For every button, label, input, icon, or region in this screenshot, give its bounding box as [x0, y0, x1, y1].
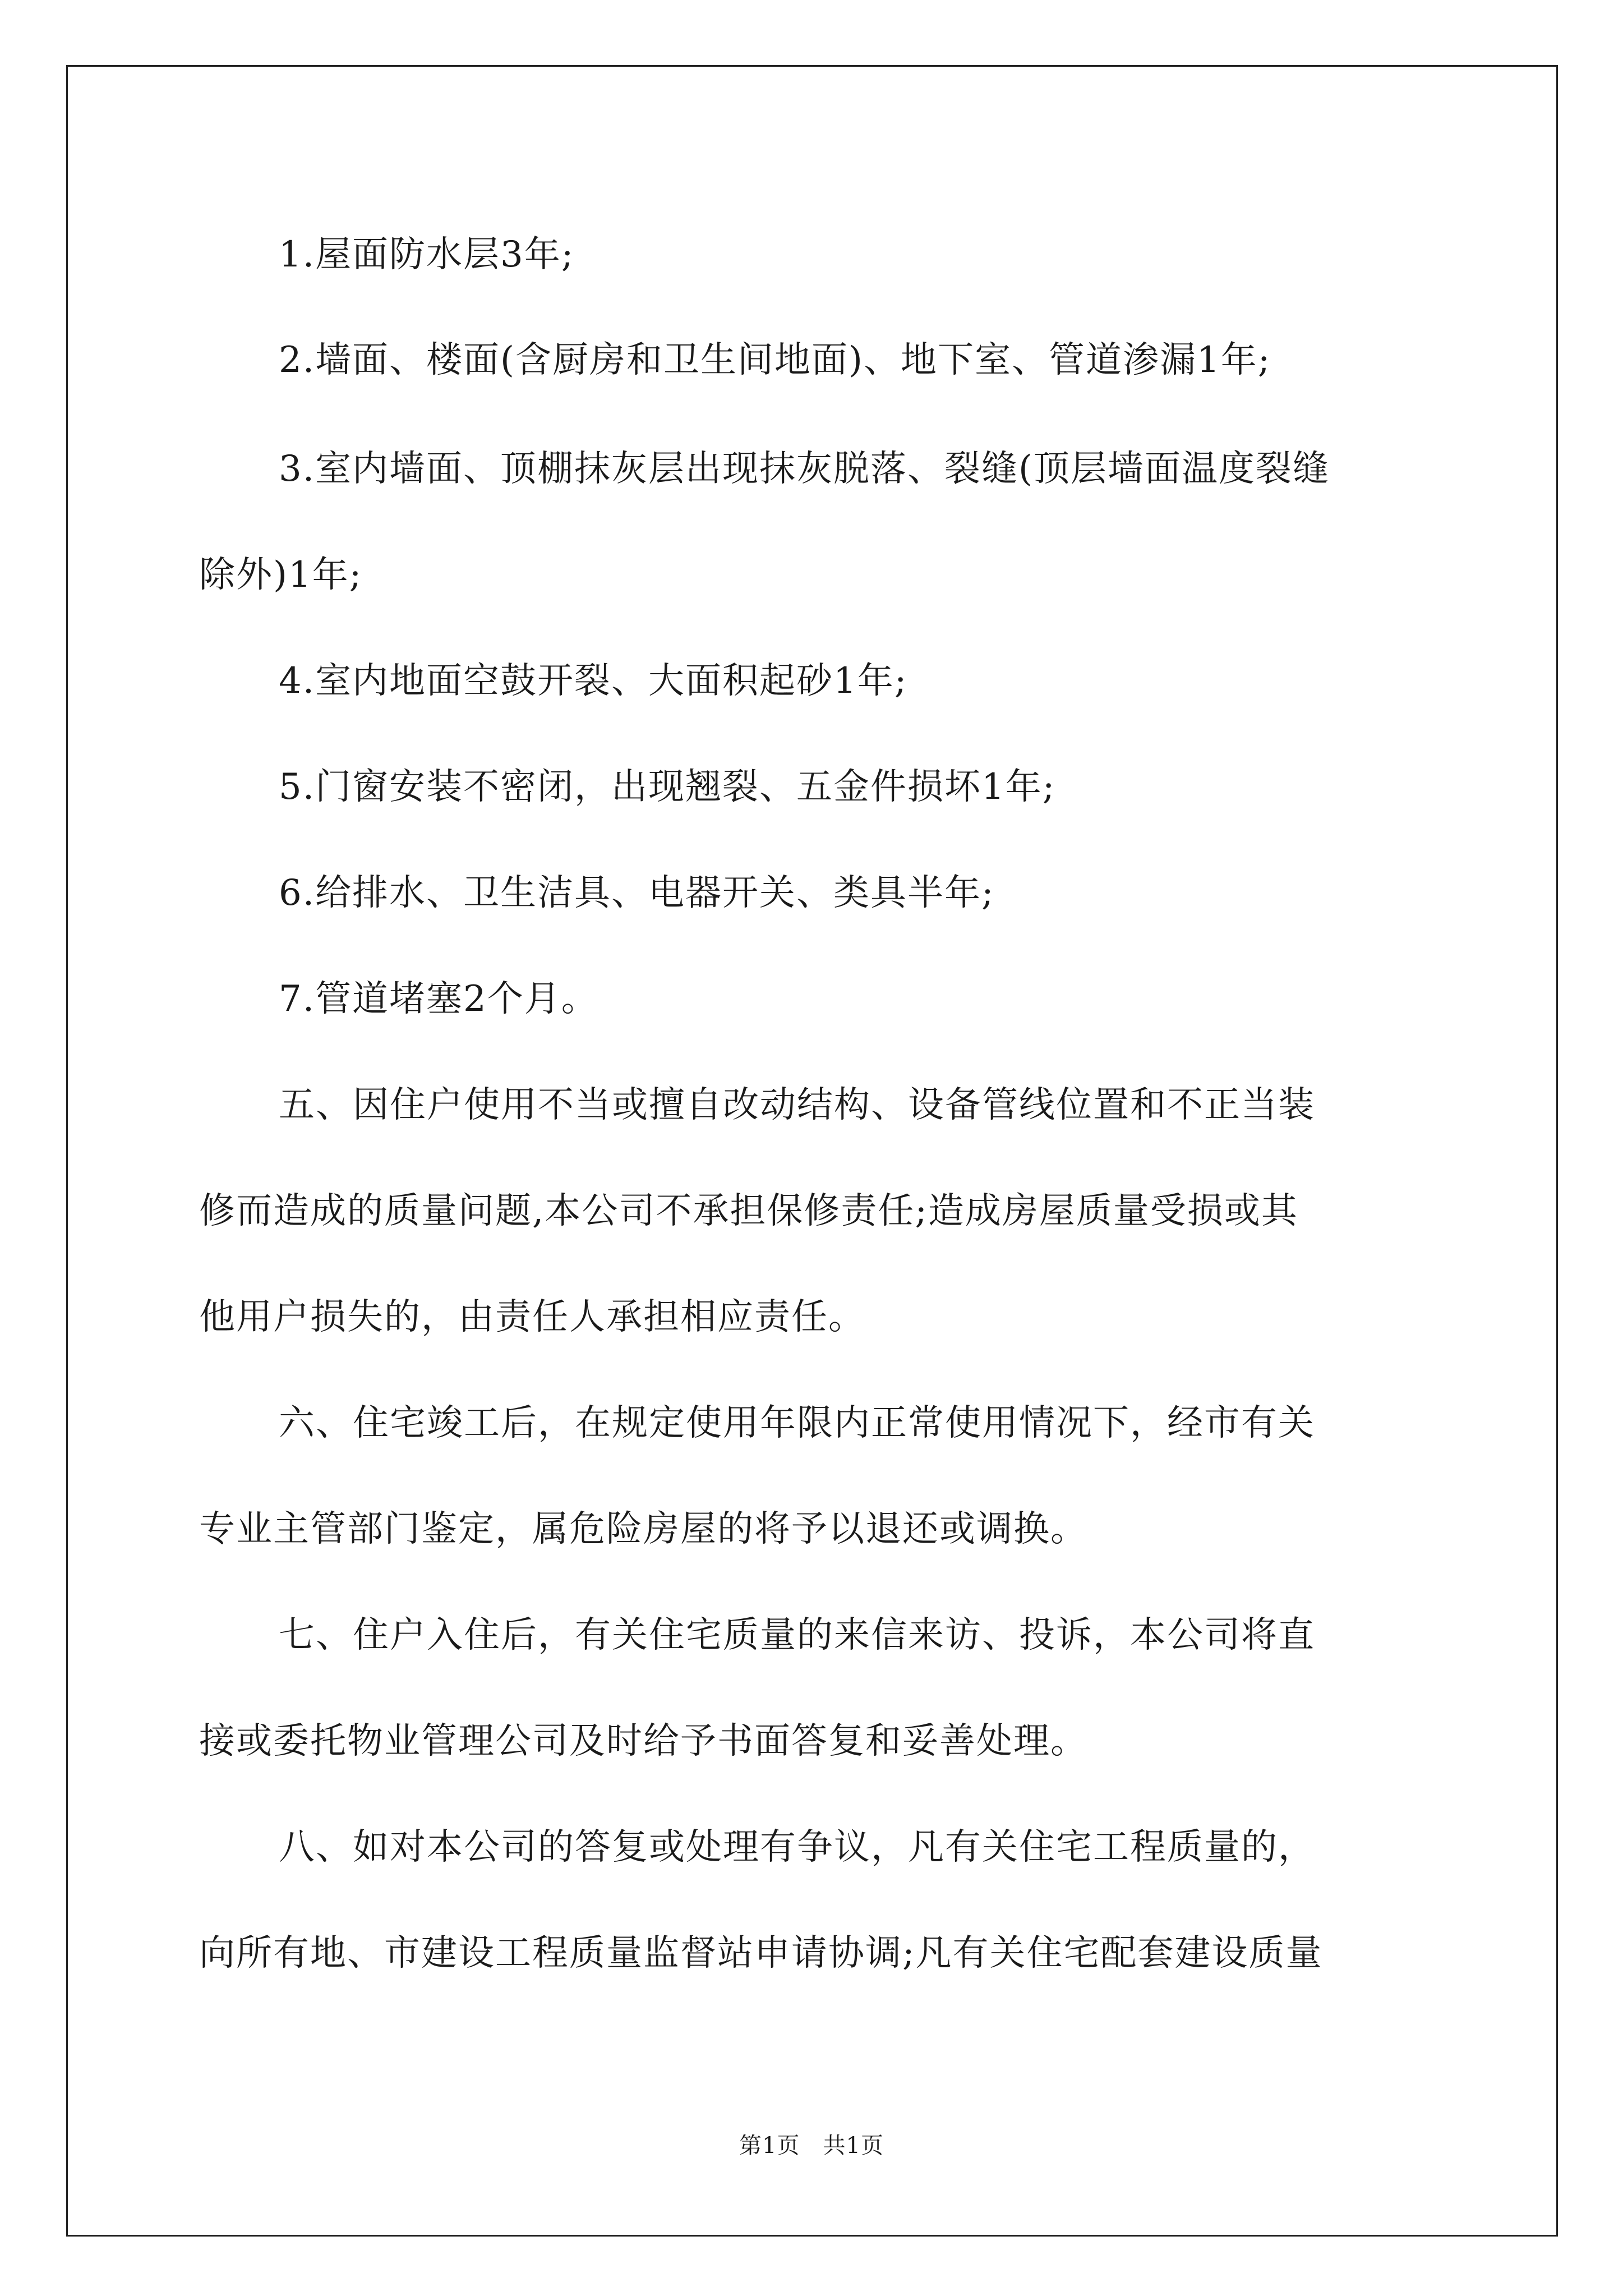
paragraph-line: 五、因住户使用不当或擅自改动结构、设备管线位置和不正当装 — [279, 1084, 1315, 1126]
paragraph-line: 6.给排水、卫生洁具、电器开关、类具半年; — [279, 872, 995, 914]
paragraph-line: 3.室内墙面、顶棚抹灰层出现抹灰脱落、裂缝(顶层墙面温度裂缝 — [279, 448, 1330, 490]
paragraph-line: 向所有地、市建设工程质量监督站申请协调;凡有关住宅配套建设质量 — [199, 1932, 1323, 1974]
page-footer: 第1页 共1页 — [739, 2133, 884, 2159]
paragraph-line: 七、住户入住后，有关住宅质量的来信来访、投诉，本公司将直 — [279, 1614, 1315, 1656]
paragraph-line: 他用户损失的，由责任人承担相应责任。 — [199, 1296, 865, 1338]
paragraph-line: 5.门窗安装不密闭，出现翘裂、五金件损坏1年; — [279, 766, 1056, 808]
paragraph-line: 接或委托物业管理公司及时给予书面答复和妥善处理。 — [199, 1720, 1087, 1762]
paragraph-line: 八、如对本公司的答复或处理有争议，凡有关住宅工程质量的， — [279, 1826, 1315, 1868]
paragraph-line: 修而造成的质量问题,本公司不承担保修责任;造成房屋质量受损或其 — [199, 1190, 1298, 1232]
paragraph-line: 专业主管部门鉴定，属危险房屋的将予以退还或调换。 — [199, 1508, 1087, 1550]
paragraph-line: 4.室内地面空鼓开裂、大面积起砂1年; — [279, 660, 908, 702]
paragraph-line: 除外)1年; — [199, 554, 363, 596]
paragraph-line: 7.管道堵塞2个月。 — [279, 978, 598, 1020]
paragraph-line: 1.屋面防水层3年; — [279, 234, 575, 275]
paragraph-line: 2.墙面、楼面(含厨房和卫生间地面)、地下室、管道渗漏1年; — [279, 339, 1271, 381]
page-border — [66, 65, 1558, 2237]
paragraph-line: 六、住宅竣工后，在规定使用年限内正常使用情况下，经市有关 — [279, 1402, 1315, 1444]
